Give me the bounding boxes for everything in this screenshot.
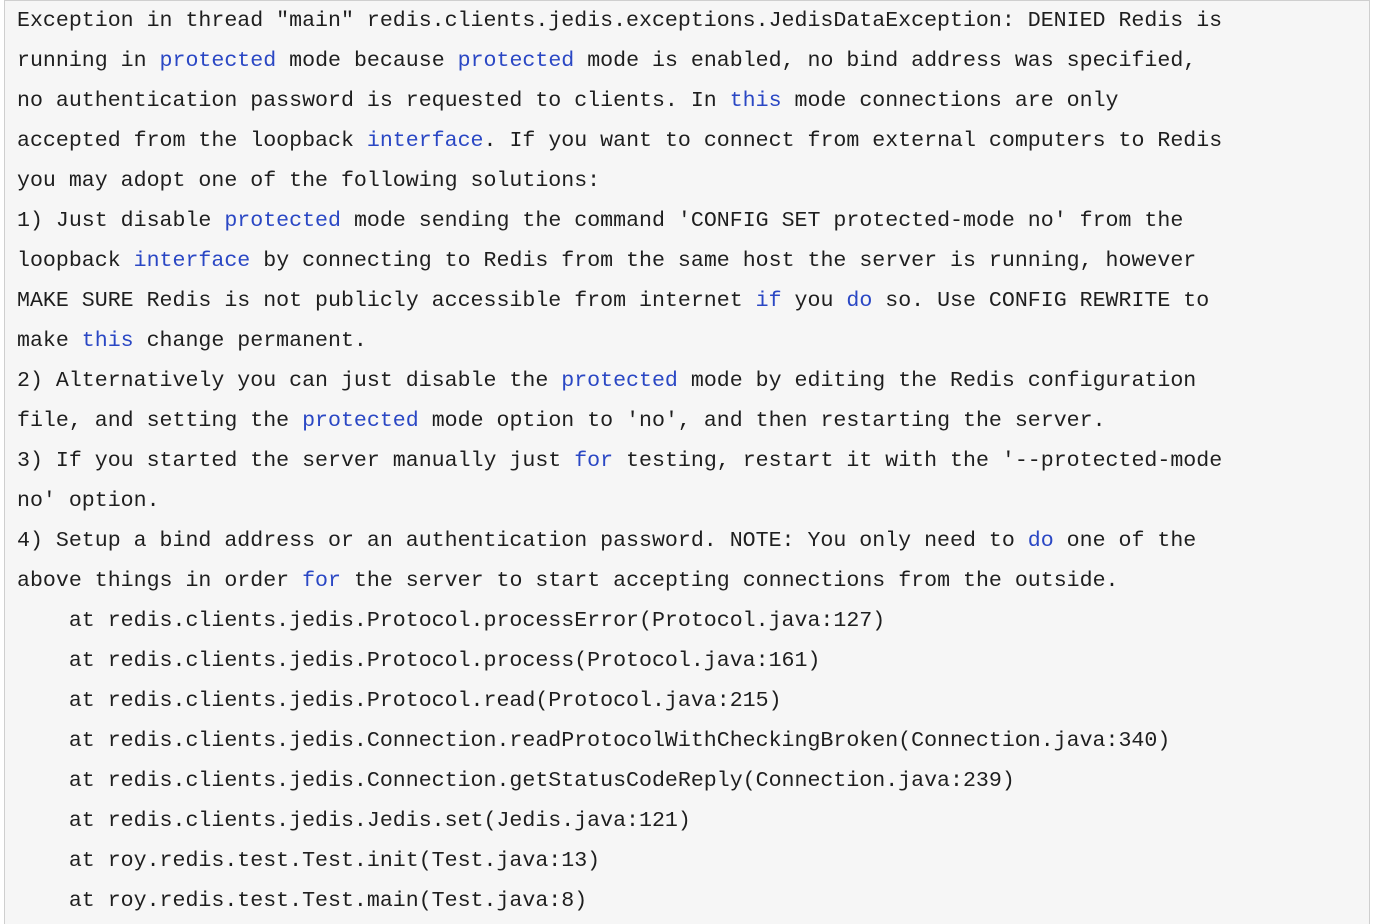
text-token: mode sending the command 'CONFIG SET protected-mode no' from the <box>340 209 1184 233</box>
text-token: at redis.clients.jedis.Connection.readProtocolWithCheckingBroken(Connection.java:340) <box>17 729 1171 753</box>
code-block <box>4 0 1370 924</box>
code-line <box>17 241 1369 281</box>
keyword-token: interface <box>133 249 251 273</box>
text-token: by connecting to Redis from the same host the server is running, however <box>250 249 1197 273</box>
text-token: . If you want to connect from external computers to Redis <box>483 129 1223 153</box>
keyword-token: protected <box>302 409 419 433</box>
code-line <box>17 481 1369 521</box>
text-token: mode is enabled, no bind address was specified, <box>574 49 1197 73</box>
keyword-token: if <box>755 289 782 313</box>
text-token: the server to start accepting connections from the outside. <box>340 569 1119 593</box>
text-token: you may adopt one of the following solutions: <box>17 169 601 193</box>
text-token: one of the <box>1053 529 1197 553</box>
code-line <box>17 721 1369 761</box>
text-token: testing, restart it with the '--protected-mode <box>613 449 1223 473</box>
text-token: MAKE SURE Redis is not publicly accessible from internet <box>17 289 756 313</box>
keyword-token: interface <box>366 129 484 153</box>
code-line <box>17 641 1369 681</box>
code-line <box>17 801 1369 841</box>
keyword-token: protected <box>224 209 341 233</box>
text-token: no' option. <box>17 489 160 513</box>
text-token: running in <box>17 49 160 73</box>
text-token: 1) Just disable <box>17 209 225 233</box>
text-token: at redis.clients.jedis.Protocol.processError(Protocol.java:127) <box>17 609 886 633</box>
code-line <box>17 401 1369 441</box>
code-line <box>17 281 1369 321</box>
text-token: mode because <box>276 49 458 73</box>
text-token: change permanent. <box>133 329 367 353</box>
text-token: 2) Alternatively you can just disable the <box>17 369 562 393</box>
text-token: at redis.clients.jedis.Protocol.read(Protocol.java:215) <box>17 689 782 713</box>
text-token: no authentication password is requested to clients. In <box>17 89 730 113</box>
code-line <box>17 841 1369 881</box>
text-token: above things in order <box>17 569 303 593</box>
keyword-token: this <box>729 89 782 113</box>
text-token: loopback <box>17 249 134 273</box>
text-token: at roy.redis.test.Test.init(Test.java:13) <box>17 849 601 873</box>
text-token: mode connections are only <box>781 89 1119 113</box>
code-line <box>17 321 1369 361</box>
keyword-token: do <box>1027 529 1054 553</box>
code-line <box>17 521 1369 561</box>
code-line <box>17 681 1369 721</box>
code-line <box>17 121 1369 161</box>
text-token: so. Use CONFIG REWRITE to <box>872 289 1210 313</box>
keyword-token: do <box>846 289 873 313</box>
text-token: file, and setting the <box>17 409 303 433</box>
text-token: at redis.clients.jedis.Jedis.set(Jedis.java:121) <box>17 809 691 833</box>
text-token: Exception in thread "main" redis.clients.jedis.exceptions.JedisDataException: DENIED Redis is <box>17 9 1223 33</box>
code-line <box>17 881 1369 921</box>
text-token: at redis.clients.jedis.Protocol.process(Protocol.java:161) <box>17 649 821 673</box>
stack-trace-text <box>17 1 1369 921</box>
code-line <box>17 361 1369 401</box>
code-line <box>17 441 1369 481</box>
text-token: mode option to 'no', and then restarting the server. <box>418 409 1106 433</box>
code-line <box>17 161 1369 201</box>
code-line <box>17 41 1369 81</box>
code-line <box>17 761 1369 801</box>
text-token: 4) Setup a bind address or an authentication password. NOTE: You only need to <box>17 529 1028 553</box>
text-token: 3) If you started the server manually just <box>17 449 575 473</box>
code-line <box>17 81 1369 121</box>
code-line <box>17 601 1369 641</box>
text-token: mode by editing the Redis configuration <box>677 369 1197 393</box>
code-line <box>17 1 1369 41</box>
keyword-token: for <box>302 569 341 593</box>
keyword-token: protected <box>159 49 277 73</box>
keyword-token: protected <box>561 369 678 393</box>
text-token: at roy.redis.test.Test.main(Test.java:8) <box>17 889 588 913</box>
text-token: you <box>781 289 847 313</box>
keyword-token: for <box>574 449 614 473</box>
code-line <box>17 201 1369 241</box>
text-token: make <box>17 329 82 353</box>
keyword-token: protected <box>457 49 575 73</box>
text-token: accepted from the loopback <box>17 129 367 153</box>
code-line <box>17 561 1369 601</box>
text-token: at redis.clients.jedis.Connection.getStatusCodeReply(Connection.java:239) <box>17 769 1015 793</box>
keyword-token: this <box>81 329 134 353</box>
